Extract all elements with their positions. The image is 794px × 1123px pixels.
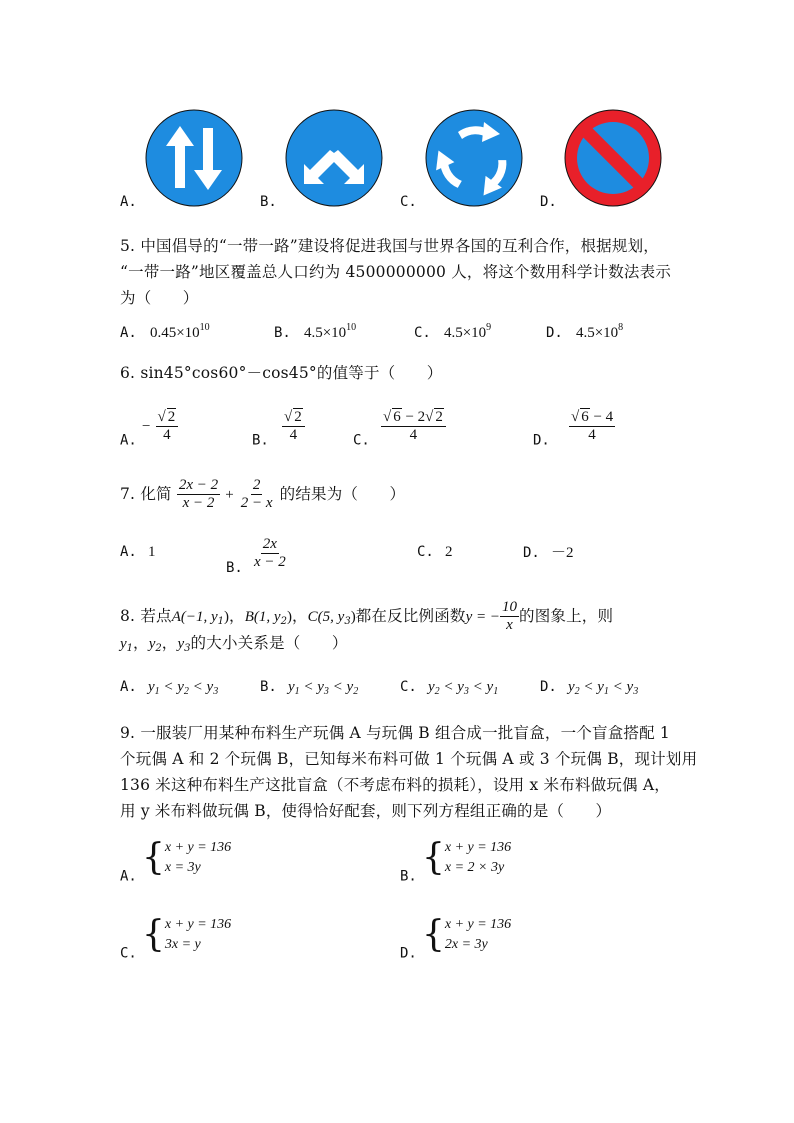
q6-stem: 6. sin45°cos60°－cos45°的值等于（ ） (120, 364, 443, 382)
q9-option-a[interactable]: A. { x + y = 136 x = 3y (120, 837, 232, 885)
q7-stem: 7. 化简 $\frac{2x - 2}{x - 2}$ + $\frac{2}{2 - x}$ 的结果为（ ） (120, 477, 406, 511)
q6-option-c[interactable]: C. $\frac{√ 6 - 2√ 2}{4}$ (353, 408, 446, 449)
q9-stem-line-3: 136 米这种布料生产这批盲盒（不考虑布料的损耗），设用 x 米布料做玩偶 A， (120, 776, 670, 794)
q7-option-d[interactable]: D. －2 (523, 545, 574, 561)
q6-option-a[interactable]: A. − $\frac{√ 2}{4}$ (120, 408, 178, 449)
q4-option-a-label: A. (120, 194, 137, 210)
q8-stem-line-2: $y_1$，$y_2$，$y_3$的大小关系是（ ） (120, 634, 348, 654)
q9-option-d[interactable]: D. { x + y = 136 2x = 3y (400, 914, 512, 962)
q8-option-c[interactable]: C. $y_2 < y_3 < y_1$ (400, 679, 499, 697)
two-way-traffic-sign-icon (146, 110, 242, 206)
q9-option-b[interactable]: B. { x + y = 136 x = 2 × 3y (400, 837, 512, 885)
q6-option-d[interactable]: D. $\frac{√ 6 - 4}{4}$ (533, 409, 614, 449)
q7-option-c[interactable]: C. 2 (417, 544, 453, 560)
q8-stem-line-1: 8. 若点A(−1, $y_1$)，B(1, $y_2$)，C(5, $y_3$)都在反比例函数y = − $\frac{10}{x}$ 的图象上，则 (120, 599, 614, 633)
sign-b-diverging-arrows (284, 108, 384, 208)
q5-stem-line-1: 5. 中国倡导的“一带一路”建设将促进我国与世界各国的互利合作，根据规划， (120, 237, 659, 255)
q6-option-b[interactable]: B. $\frac{√ 2}{4}$ (252, 408, 305, 449)
q5-option-b[interactable]: B. $4.5\times 10^{10}$ (274, 322, 357, 341)
roundabout-sign-icon (426, 110, 522, 206)
sign-a-two-way-traffic (144, 108, 244, 208)
no-parking-sign-icon (565, 110, 661, 206)
q5-option-a[interactable]: A. $0.45\times 10^{10}$ (120, 322, 210, 341)
q8-option-a[interactable]: A. $y_1 < y_2 < y_3$ (120, 679, 219, 697)
sign-d-no-parking (563, 108, 663, 208)
sign-c-roundabout (424, 108, 524, 208)
q9-option-c[interactable]: C. { x + y = 136 3x = y (120, 914, 232, 962)
q8-option-d[interactable]: D. $y_2 < y_1 < y_3$ (540, 679, 639, 697)
q8-option-b[interactable]: B. $y_1 < y_3 < y_2$ (260, 679, 359, 697)
q7-option-b[interactable]: B. $\frac{2x}{x - 2}$ (226, 536, 286, 576)
q7-fraction-2: $\frac{2}{2 - x}$ (240, 477, 273, 511)
diverging-arrows-sign-icon (286, 110, 382, 206)
q4-option-d-label: D. (540, 194, 557, 210)
q7-option-a[interactable]: A. 1 (120, 544, 156, 560)
q9-stem-line-1: 9. 一服装厂用某种布料生产玩偶 A 与玩偶 B 组合成一批盲盒，一个盲盒搭配 1 (120, 724, 670, 742)
q4-option-c-label: C. (400, 194, 417, 210)
q5-stem-line-2: “一带一路”地区覆盖总人口约为 4500000000 人，将这个数用科学计数法表示 (120, 263, 672, 281)
q5-option-c[interactable]: C. $4.5\times 10^9$ (414, 322, 492, 341)
q9-stem-line-4: 用 y 米布料做玩偶 B，使得恰好配套，则下列方程组正确的是（ ） (120, 802, 612, 820)
q5-option-d[interactable]: D. $4.5\times 10^8$ (546, 322, 624, 341)
q7-fraction-1: $\frac{2x - 2}{x - 2}$ (178, 477, 219, 511)
q4-option-b-label: B. (260, 194, 277, 210)
q9-stem-line-2: 个玩偶 A 和 2 个玩偶 B，已知每米布料可做 1 个玩偶 A 或 3 个玩偶 B，现计划用 (120, 750, 698, 768)
q5-stem-line-3: 为（ ） (120, 289, 199, 307)
